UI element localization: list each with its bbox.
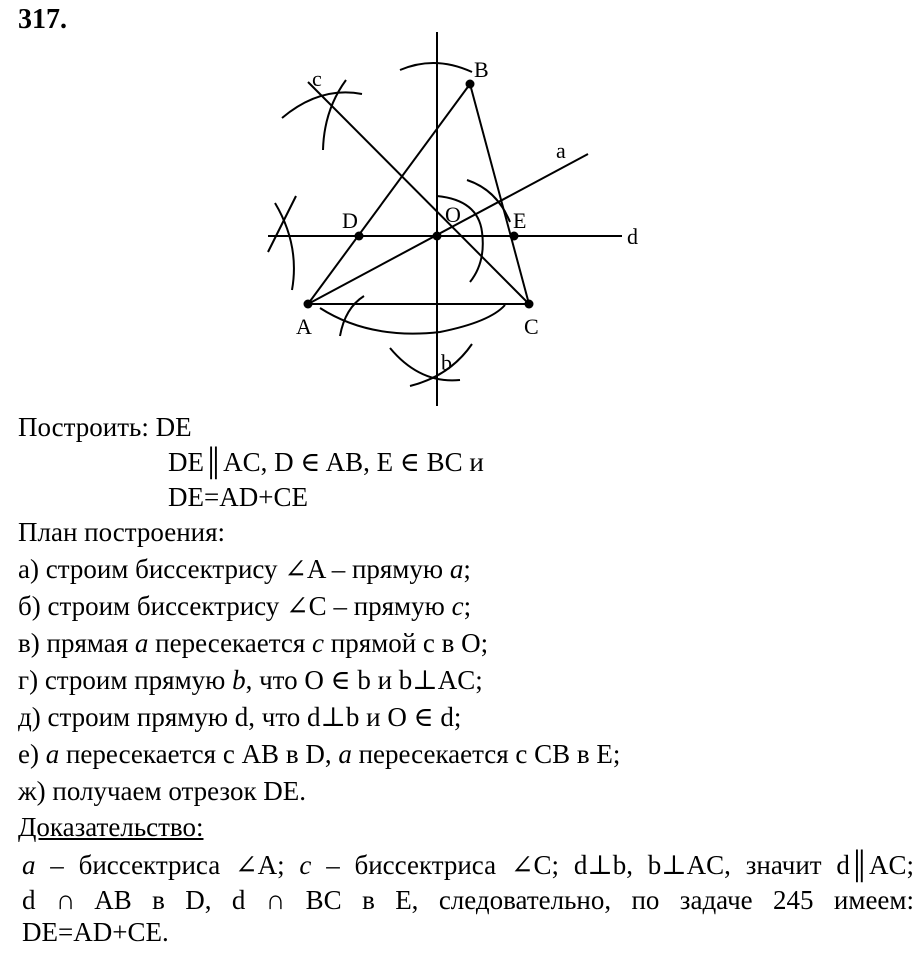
construct-condition-2: DE=AD+CE <box>168 482 308 512</box>
label-d: d <box>627 224 638 249</box>
proof-title: Доказательство: <box>18 812 204 842</box>
label-A: A <box>296 314 312 339</box>
arc-c-right <box>282 92 362 118</box>
plan-step-a: а) строим биссектрису ∠A – прямую a; <box>18 554 471 584</box>
label-a: a <box>556 138 566 163</box>
proof-line-1: a – биссектриса ∠A; c – биссектриса ∠C; d⊥b, b⊥AC, значит d║AC; <box>22 850 914 880</box>
arc-a <box>340 296 364 336</box>
arc-bottom <box>320 305 505 334</box>
plan-step-f: е) a пересекается с AB в D, a пересекается с CB в E; <box>18 739 621 769</box>
plan-step-c: в) прямая a пересекается с прямой с в O; <box>18 628 489 658</box>
problem-number: 317. <box>18 4 67 35</box>
label-O: O <box>445 202 461 227</box>
plan-step-d: г) строим прямую b, что O ∈ b и b⊥AC; <box>18 665 483 695</box>
proof-line-3: DE=AD+CE. <box>22 917 169 947</box>
arc-c-left <box>323 80 346 150</box>
line-c <box>308 82 529 304</box>
construction-figure <box>0 0 919 420</box>
arc-left-1 <box>275 203 294 290</box>
point-O <box>433 232 442 241</box>
label-B: B <box>474 57 489 82</box>
plan-step-e: д) строим прямую d, что d⊥b и O ∈ d; <box>18 702 462 732</box>
label-c: c <box>312 66 322 91</box>
label-b: b <box>441 350 452 375</box>
plan-title: План построения: <box>18 517 226 547</box>
construct-label: Построить: DE <box>18 412 192 442</box>
proof-line-2: d ∩ AB в D, d ∩ BC в E, следовательно, по задаче 245 имеем: <box>22 885 914 915</box>
plan-step-b: б) строим биссектрису ∠C – прямую c; <box>18 591 472 621</box>
point-A <box>304 300 313 309</box>
side-bc <box>470 84 529 304</box>
plan-step-g: ж) получаем отрезок DE. <box>18 776 307 806</box>
label-D: D <box>342 208 358 233</box>
side-ab <box>308 84 470 304</box>
point-C <box>525 300 534 309</box>
construct-condition-1: DE║AC, D ∈ AB, E ∈ BC и <box>168 447 484 477</box>
label-E: E <box>513 208 527 233</box>
label-C: C <box>524 314 539 339</box>
